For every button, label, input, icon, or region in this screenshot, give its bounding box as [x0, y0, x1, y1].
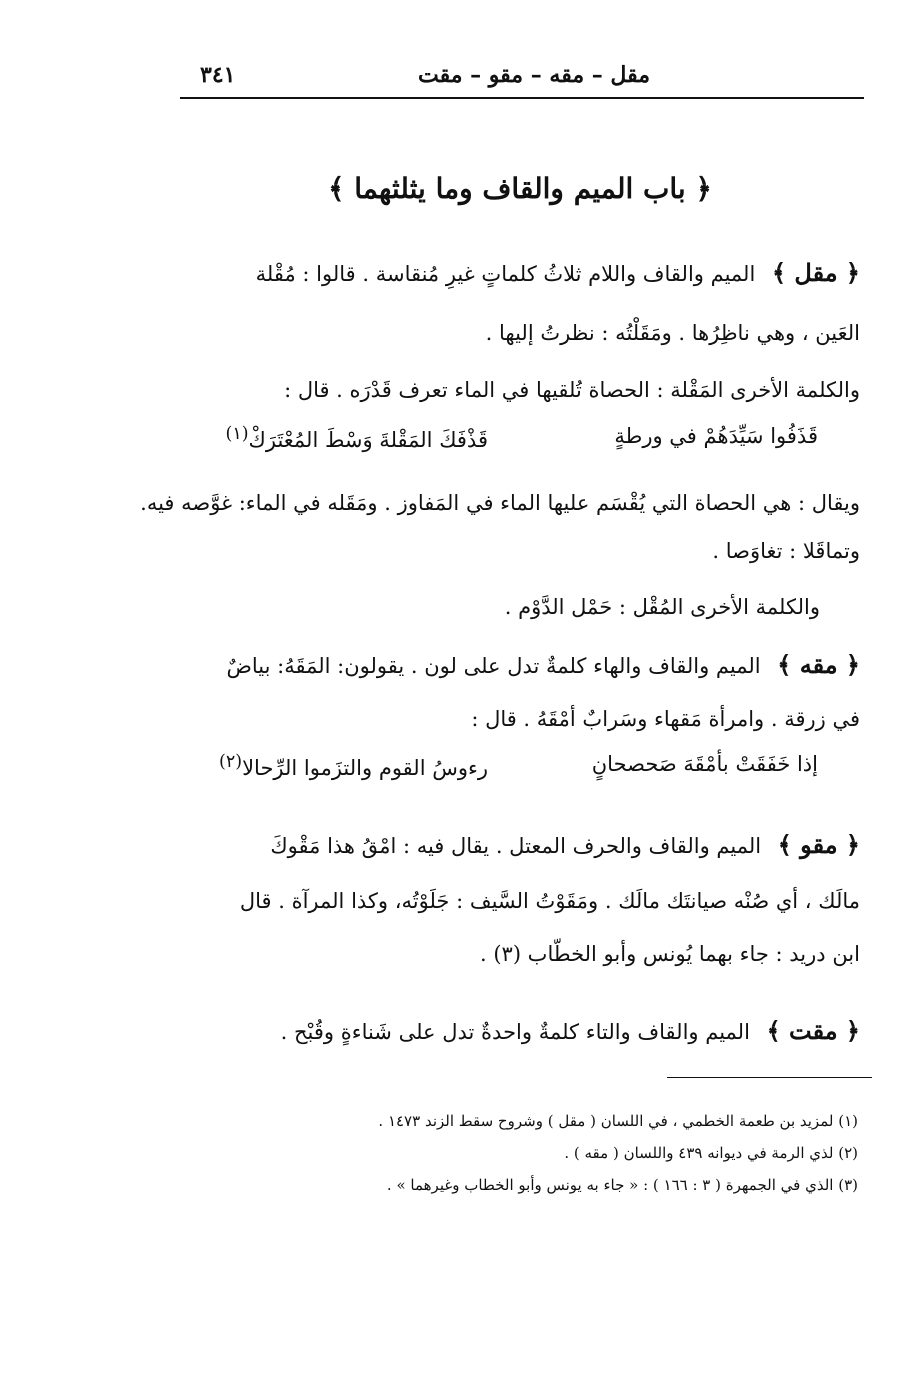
entry-label-maqw: ﴿ مقو ﴾	[777, 830, 860, 859]
entry-line: والكلمة الأخرى المُقْل : حَمْل الدَّوْم .	[504, 595, 820, 619]
entry-line: وتماقَلا : تغاوَصا .	[712, 539, 860, 563]
footnote-mark: (١)	[225, 424, 249, 444]
entry-line: العَين ، وهي ناظِرُها . ومَقَلْتُه : نظرتُ إليها .	[485, 321, 860, 345]
entry-line	[281, 1014, 860, 1049]
header-rule	[180, 97, 864, 99]
chapter-title: ﴿ باب الميم والقاف وما يثلثهما ﴾	[328, 172, 712, 205]
verse-second-hemistich	[219, 752, 488, 780]
entry-label-maqh: ﴿ مقه ﴾	[777, 650, 860, 679]
footnote-mark: (٢)	[219, 752, 243, 772]
footnote: (٣) الذي في الجمهرة ( ٣ : ١٦٦ ) : « جاء به يونس وأبو الخطاب وغيرهما » .	[386, 1176, 858, 1194]
entry-line: ابن دريد : جاء بهما يُونس وأبو الخطّاب (٣) .	[479, 942, 860, 966]
entry-line: في زرقة . وامرأة مَقهاء وسَرابٌ أمْقَهُ . قال :	[471, 707, 860, 731]
entry-line: والكلمة الأخرى المَقْلة : الحصاة تُلقيها في الماء تعرف قَدْرَه . قال :	[284, 378, 860, 402]
entry-line	[256, 256, 860, 291]
footnote-rule	[667, 1077, 872, 1078]
verse-first-hemistich: إذا خَفَقَتْ بأمْقَهَ صَحصحانٍ	[591, 752, 818, 776]
page-number: ٣٤١	[200, 62, 236, 88]
verse-first-hemistich: قَذَفُوا سَيِّدَهُمْ في ورطةٍ	[614, 424, 818, 448]
entry-text: الميم والقاف واللام ثلاثُ كلماتٍ غيرِ مُنقاسة . قالوا : مُقْلة	[255, 262, 756, 286]
entry-text: الميم والقاف والهاء كلمةٌ تدل على لون . يقولون: المَقَهُ: بياضٌ	[226, 654, 761, 678]
entry-text: الميم والقاف والتاء كلمةٌ واحدةٌ تدل على شَناءةٍ وقُبْح .	[280, 1020, 750, 1044]
entry-line	[270, 828, 860, 863]
entry-line	[227, 648, 861, 683]
footnote: (٢) لذي الرمة في ديوانه ٤٣٩ واللسان ( مقه ) .	[564, 1144, 858, 1162]
running-title: مقل – مقه – مقو – مقت	[417, 62, 650, 88]
entry-label-maqt: ﴿ مقت ﴾	[766, 1016, 860, 1045]
entry-line: ويقال : هي الحصاة التي يُقْسَم عليها الماء في المَفاوز . ومَقَله في الماء: غوَّصه فيه.	[140, 491, 860, 515]
entry-line: مالَك ، أي صُنْه صيانتَك مالَك . ومَقَوْتُ السَّيف : جَلَوْتُه، وكذا المرآة . قال	[239, 889, 860, 913]
entry-text: الميم والقاف والحرف المعتل . يقال فيه : امْقُ هذا مَقْوكَ	[270, 834, 762, 858]
verse-text: رءوسُ القوم والتزَموا الرِّحالا	[242, 756, 488, 780]
entry-label-maql: ﴿ مقل ﴾	[771, 258, 860, 287]
footnote: (١) لمزيد بن طعمة الخطمي ، في اللسان ( مقل ) وشروح سقط الزند ١٤٧٣ .	[378, 1112, 858, 1130]
verse-text: قَذْفَكَ المَقْلةَ وَسْطَ المُعْتَرَكْ	[248, 428, 488, 452]
verse-second-hemistich	[225, 424, 488, 452]
running-header	[200, 62, 860, 98]
